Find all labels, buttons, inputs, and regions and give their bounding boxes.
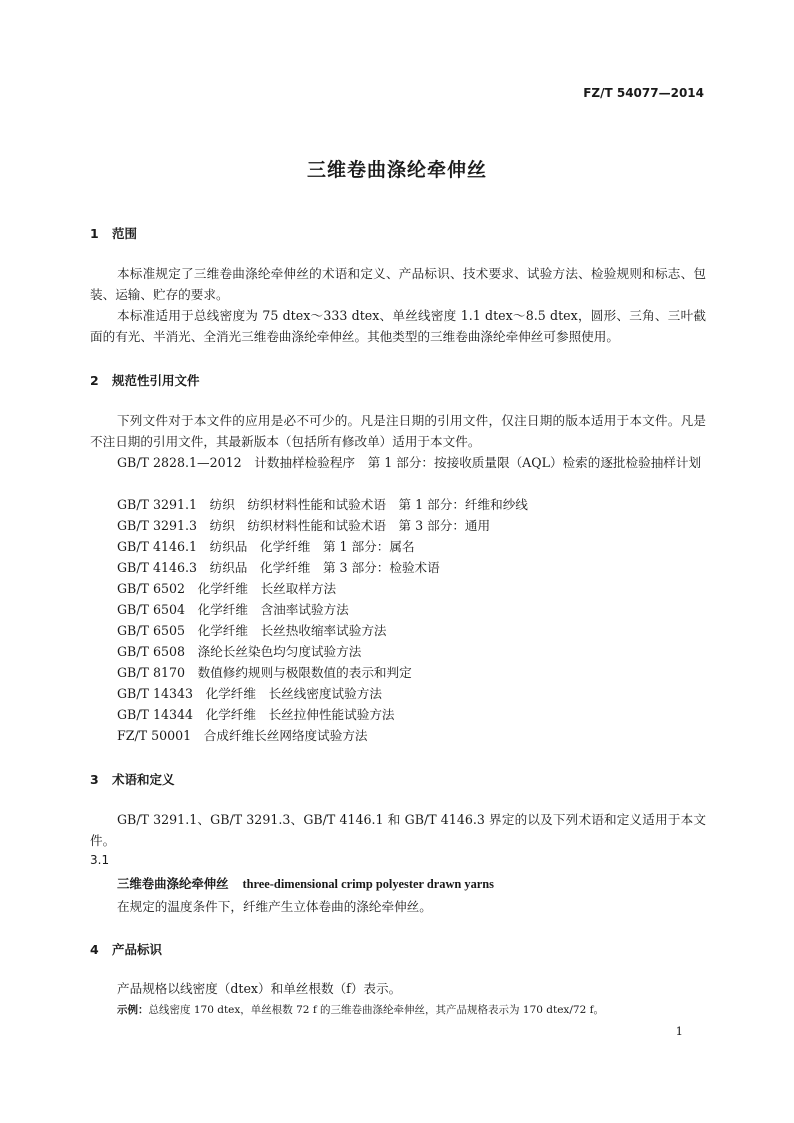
- section-number: 2: [90, 373, 99, 388]
- scope-paragraph-1: 本标准规定了三维卷曲涤纶牵伸丝的术语和定义、产品标识、技术要求、试验方法、检验规则和标志、包装、运输、贮存的要求。: [90, 266, 706, 302]
- standard-number: FZ/T 54077—2014: [583, 86, 704, 100]
- section-heading-terms: [90, 770, 175, 788]
- section-number: 4: [90, 942, 99, 957]
- term-entry: [117, 874, 494, 892]
- reference-item: GB/T 3291.1 纺织 纺织材料性能和试验术语 第 1 部分：纤维和纱线: [117, 497, 528, 512]
- terms-intro: GB/T 3291.1、GB/T 3291.3、GB/T 4146.1 和 GB/T 4146.3 界定的以及下列术语和定义适用于本文件。: [90, 812, 706, 848]
- section-number: 3: [90, 772, 99, 787]
- section-title: 产品标识: [112, 942, 163, 957]
- section-number: 1: [90, 226, 99, 241]
- reference-item: GB/T 8170 数值修约规则与极限数值的表示和判定: [117, 665, 412, 680]
- section-title: 术语和定义: [112, 772, 175, 787]
- term-chinese: 三维卷曲涤纶牵伸丝: [117, 876, 229, 891]
- scope-paragraph-2: 本标准适用于总线密度为 75 dtex～333 dtex、单丝线密度 1.1 dtex～8.5 dtex，圆形、三角、三叶截面的有光、半消光、全消光三维卷曲涤纶牵伸丝。其他类型的三维卷曲涤纶牵伸丝可参照使用。: [90, 308, 706, 344]
- identification-paragraph: 产品规格以线密度（dtex）和单丝根数（f）表示。: [117, 981, 402, 996]
- section-heading-scope: [90, 224, 137, 242]
- section-heading-normative-references: [90, 371, 200, 389]
- reference-item: GB/T 6502 化学纤维 长丝取样方法: [117, 581, 337, 596]
- section-title: 范围: [112, 226, 138, 241]
- reference-item: GB/T 4146.3 纺织品 化学纤维 第 3 部分：检验术语: [117, 560, 440, 575]
- page-number: 1: [675, 1024, 683, 1038]
- reference-item: GB/T 4146.1 纺织品 化学纤维 第 1 部分：属名: [117, 539, 415, 554]
- reference-item: GB/T 2828.1—2012 计数抽样检验程序 第 1 部分：按接收质量限（AQL）检索的逐批检验抽样计划: [117, 455, 702, 470]
- term-definition: 在规定的温度条件下，纤维产生立体卷曲的涤纶牵伸丝。: [117, 899, 432, 914]
- example-text: 总线密度 170 dtex，单丝根数 72 f 的三维卷曲涤纶牵伸丝，其产品规格表示为 170 dtex/72 f。: [148, 1004, 604, 1016]
- term-english: three-dimensional crimp polyester drawn yarns: [242, 877, 494, 891]
- term-number: 3.1: [90, 853, 110, 867]
- reference-item: GB/T 3291.3 纺织 纺织材料性能和试验术语 第 3 部分：通用: [117, 518, 491, 533]
- reference-item: GB/T 6504 化学纤维 含油率试验方法: [117, 602, 349, 617]
- section-title: 规范性引用文件: [112, 373, 200, 388]
- example-note: [117, 1002, 604, 1017]
- references-intro: 下列文件对于本文件的应用是必不可少的。凡是注日期的引用文件，仅注日期的版本适用于本文件。凡是不注日期的引用文件，其最新版本（包括所有修改单）适用于本文件。: [90, 413, 706, 449]
- reference-item: GB/T 14344 化学纤维 长丝拉伸性能试验方法: [117, 707, 395, 722]
- example-label: 示例：: [117, 1004, 149, 1016]
- reference-item: FZ/T 50001 合成纤维长丝网络度试验方法: [117, 728, 368, 743]
- document-title: 三维卷曲涤纶牵伸丝: [306, 159, 487, 181]
- reference-item: GB/T 14343 化学纤维 长丝线密度试验方法: [117, 686, 382, 701]
- reference-item: GB/T 6508 涤纶长丝染色均匀度试验方法: [117, 644, 362, 659]
- reference-item: GB/T 6505 化学纤维 长丝热收缩率试验方法: [117, 623, 387, 638]
- section-heading-product-identification: [90, 940, 162, 958]
